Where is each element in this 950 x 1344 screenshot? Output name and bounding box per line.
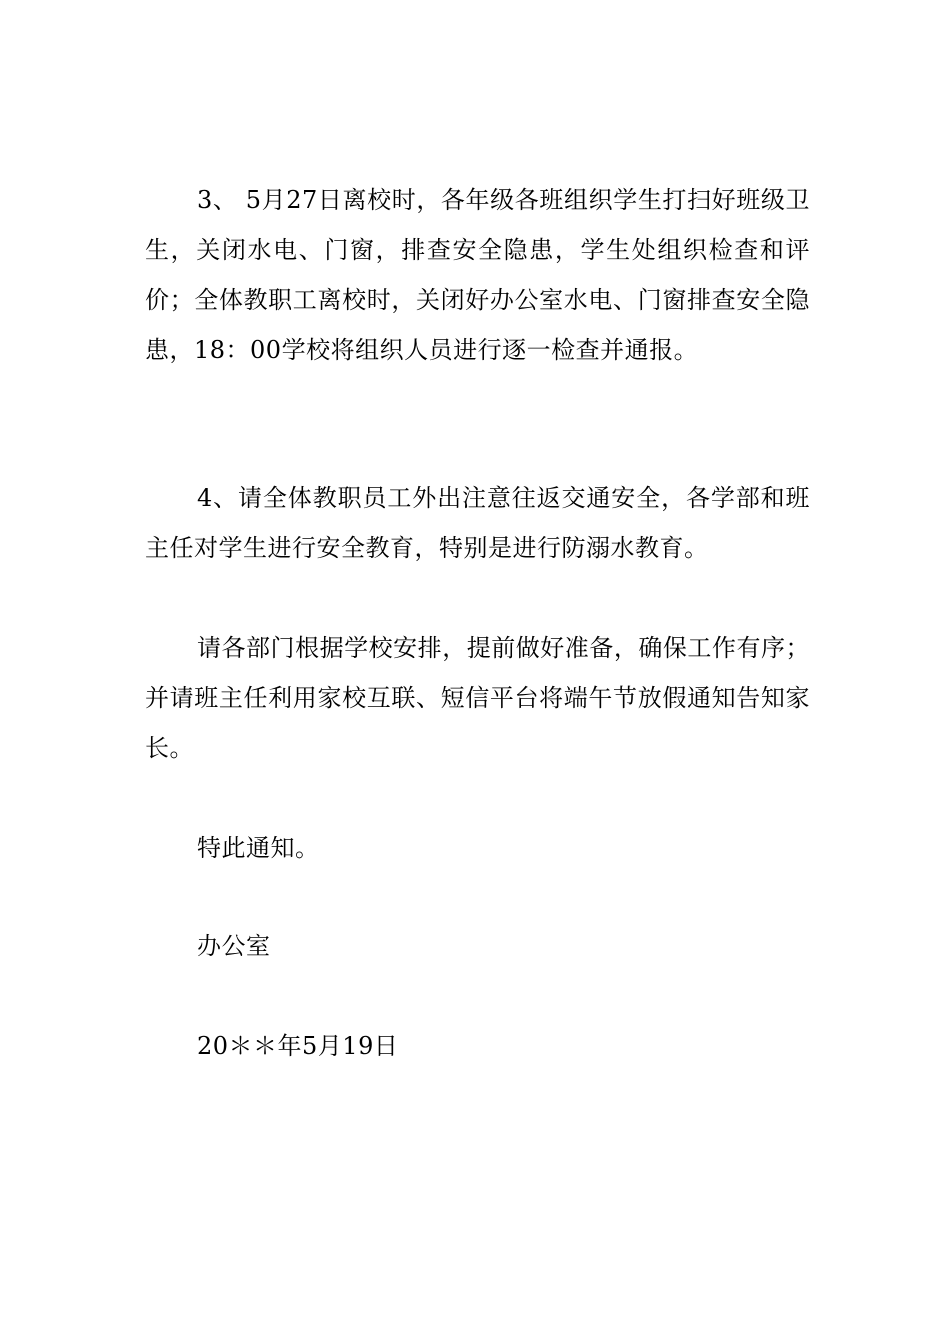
paragraph-item-3: 3、 5月27日离校时，各年级各班组织学生打扫好班级卫生，关闭水电、门窗，排查安全隐患，学生处组织检查和评价；全体教职工离校时，关闭好办公室水电、门窗排查安全隐患，18：00学校将组织人员进行逐一检查并通报。 — [145, 186, 810, 364]
closing-text: 特此通知。 — [197, 834, 320, 862]
paragraph-instructions: 请各部门根据学校安排，提前做好准备，确保工作有序；并请班主任利用家校互联、短信平台将端午节放假通知告知家长。 — [145, 634, 810, 762]
signature-office: 办公室 — [197, 932, 271, 960]
document-date: 20＊＊年5月19日 — [197, 1032, 399, 1060]
paragraph-item-4: 4、请全体教职员工外出注意往返交通安全，各学部和班主任对学生进行安全教育，特别是进行防溺水教育。 — [145, 484, 810, 562]
